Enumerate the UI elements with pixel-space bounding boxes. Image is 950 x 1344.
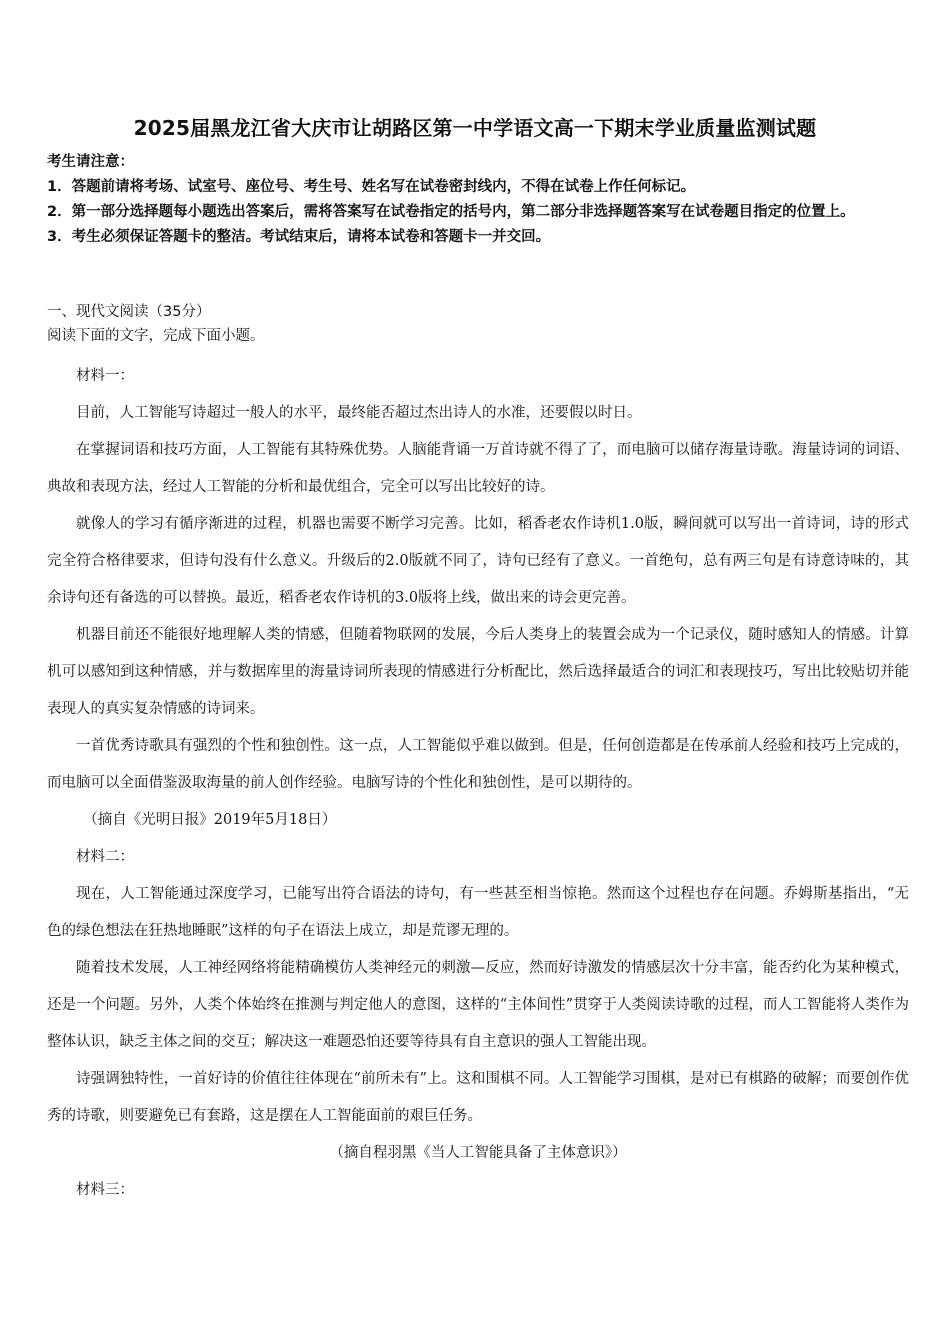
notice-heading: 考生请注意： [47, 154, 134, 170]
paragraph: 现在，人工智能通过深度学习，已能写出符合语法的诗句，有一些甚至相当惊艳。然而这个过程也存在问题。乔姆斯基指出，“无色的绿色想法在狂热地睡眠”这样的句子在语法上成立，却是荒谬无理的。 [47, 886, 909, 939]
paragraph: 随着技术发展，人工神经网络将能精确模仿人类神经元的刺激—反应，然而好诗激发的情感层次十分丰富，能否约化为某种模式，还是一个问题。另外，人类个体始终在推测与判定他人的意图，这样的“主体间性”贯穿于人类阅读诗歌的过程，而人工智能将人类作为整体认识，缺乏主体之间的交互；解决这一难题恐怕还要等待具有自主意识的强人工智能出现。 [47, 960, 909, 1050]
paragraph: 就像人的学习有循序渐进的过程，机器也需要不断学习完善。比如，稻香老农作诗机1.0版，瞬间就可以写出一首诗词，诗的形式完全符合格律要求，但诗句没有什么意义。升级后的2.0版就不同了，诗句已经有了意义。一首绝句，总有两三句是有诗意诗味的，其余诗句还有备选的可以替换。最近，稻香老农作诗机的3.0版将上线，做出来的诗会更完善。 [47, 516, 909, 606]
material-label: 材料一： [76, 368, 134, 384]
paragraph: 目前，人工智能写诗超过一般人的水平，最终能否超过杰出诗人的水准，还要假以时日。 [76, 405, 642, 421]
notice-item: 2．第一部分选择题每小题选出答案后，需将答案写在试卷指定的括号内，第二部分非选择题答案写在试卷题目指定的位置上。 [47, 204, 855, 220]
paragraph: 在掌握词语和技巧方面，人工智能有其特殊优势。人脑能背诵一万首诗就不得了了，而电脑可以储存海量诗歌。海量诗词的词语、典故和表现方法，经过人工智能的分析和最优组合，完全可以写出比较好的诗。 [47, 442, 909, 495]
source-citation: （摘自《光明日报》2019年5月18日） [83, 812, 337, 828]
source-citation: （摘自程羽黑《当人工智能具备了主体意识》） [329, 1145, 627, 1161]
material-label: 材料三： [76, 1182, 134, 1198]
paragraph: 诗强调独特性，一首好诗的价值往往体现在“前所未有”上。这和围棋不同。人工智能学习围棋，是对已有棋路的破解；而要创作优秀的诗歌，则要避免已有套路，这是摆在人工智能面前的艰巨任务。 [47, 1071, 909, 1124]
notice-item: 1．答题前请将考场、试室号、座位号、考生号、姓名写在试卷密封线内，不得在试卷上作任何标记。 [47, 179, 696, 195]
exam-notice [47, 150, 907, 250]
reading-passage [47, 358, 909, 1209]
page-title: 2025届黑龙江省大庆市让胡路区第一中学语文高一下期末学业质量监测试题 [133, 116, 817, 140]
section-intro: 阅读下面的文字，完成下面小题。 [47, 328, 265, 344]
notice-item: 3．考生必须保证答题卡的整洁。考试结束后，请将本试卷和答题卡一并交回。 [47, 229, 551, 245]
paragraph: 机器目前还不能很好地理解人类的情感，但随着物联网的发展，今后人类身上的装置会成为一个记录仪，随时感知人的情感。计算机可以感知到这种情感，并与数据库里的海量诗词所表现的情感进行分析配比，然后选择最适合的词汇和表现技巧，写出比较贴切并能表现人的真实复杂情感的诗词来。 [47, 627, 909, 717]
section-heading: 一、现代文阅读（35分） [47, 304, 211, 320]
paragraph: 一首优秀诗歌具有强烈的个性和独创性。这一点，人工智能似乎难以做到。但是，任何创造都是在传承前人经验和技巧上完成的，而电脑可以全面借鉴汲取海量的前人创作经验。电脑写诗的个性化和独创性，是可以期待的。 [47, 738, 909, 791]
material-label: 材料二： [76, 849, 134, 865]
